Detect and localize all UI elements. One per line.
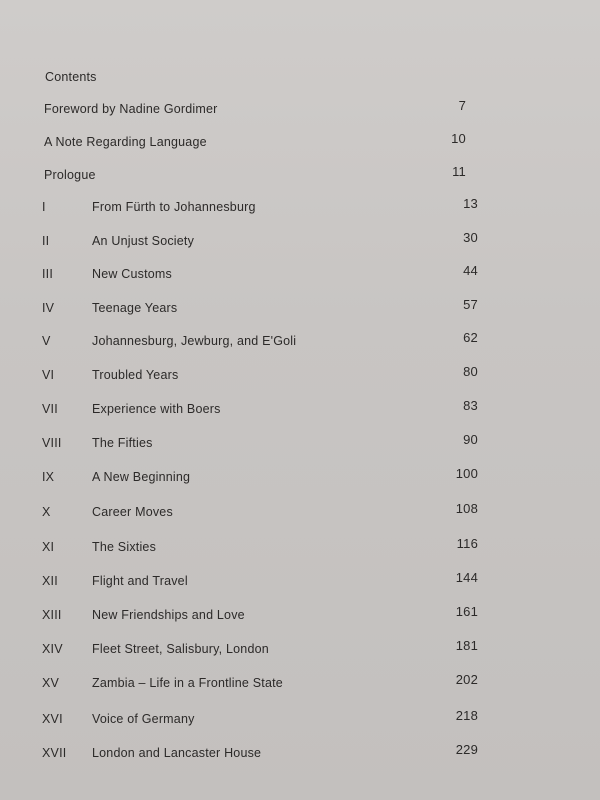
- chapter-page-number: 80: [463, 364, 478, 379]
- toc-chapter-row: [42, 501, 482, 525]
- entry-page-number: 7: [458, 98, 466, 113]
- chapter-page-number: 116: [456, 536, 478, 551]
- chapter-number: VII: [42, 402, 58, 416]
- toc-chapter-row: [42, 742, 482, 766]
- chapter-number: VIII: [42, 436, 62, 450]
- toc-chapter-row: [42, 297, 482, 321]
- chapter-number: XIII: [42, 608, 62, 622]
- chapter-page-number: 30: [463, 230, 478, 245]
- toc-chapter-row: [42, 263, 482, 287]
- toc-entry-note-language: [44, 131, 480, 155]
- chapter-page-number: 57: [463, 297, 478, 312]
- chapter-page-number: 144: [455, 570, 478, 585]
- chapter-page-number: 83: [463, 398, 478, 413]
- chapter-title: An Unjust Society: [92, 234, 195, 248]
- entry-page-number: 11: [452, 164, 466, 179]
- toc-chapter-row: [42, 638, 482, 662]
- chapter-number: XV: [42, 676, 60, 690]
- entry-title: A Note Regarding Language: [44, 135, 207, 149]
- toc-chapter-row: [42, 230, 482, 254]
- chapter-page-number: 100: [455, 466, 478, 481]
- toc-chapter-row: [42, 398, 482, 422]
- toc-chapter-row: [42, 708, 482, 732]
- toc-chapter-row: [42, 196, 482, 220]
- chapter-title: Troubled Years: [92, 368, 179, 382]
- chapter-title: Experience with Boers: [92, 402, 221, 416]
- toc-chapter-row: [42, 364, 482, 388]
- chapter-number: XI: [42, 540, 55, 554]
- entry-title: Prologue: [44, 168, 96, 182]
- toc-chapter-row: [42, 672, 482, 696]
- chapter-title: The Sixties: [92, 540, 157, 554]
- toc-chapter-row: [42, 604, 482, 628]
- chapter-number: XVII: [42, 746, 67, 760]
- chapter-page-number: 229: [455, 742, 478, 757]
- chapter-title: A New Beginning: [92, 470, 191, 484]
- chapter-number: IX: [42, 470, 55, 484]
- chapter-number: XIV: [42, 642, 63, 656]
- chapter-title: Teenage Years: [92, 301, 178, 315]
- toc-chapter-row: [42, 570, 482, 594]
- chapter-title: Flight and Travel: [92, 574, 188, 588]
- toc-entry-prologue: [44, 164, 480, 188]
- chapter-number: VI: [42, 368, 55, 382]
- chapter-number: V: [42, 334, 51, 348]
- chapter-title: London and Lancaster House: [92, 746, 262, 760]
- chapter-page-number: 218: [455, 708, 478, 723]
- chapter-title: The Fifties: [92, 436, 153, 450]
- chapter-number: X: [42, 505, 51, 519]
- chapter-number: XII: [42, 574, 58, 588]
- chapter-page-number: 161: [455, 604, 478, 619]
- toc-entry-foreword: [44, 98, 480, 122]
- chapter-number: I: [42, 200, 46, 214]
- chapter-number: IV: [42, 301, 55, 315]
- toc-chapter-row: [42, 466, 482, 490]
- chapter-page-number: 13: [463, 196, 478, 211]
- chapter-title: Zambia – Life in a Frontline State: [92, 676, 283, 690]
- chapter-title: From Fürth to Johannesburg: [92, 200, 256, 214]
- chapter-number: II: [42, 234, 50, 248]
- contents-heading: Contents: [45, 70, 97, 84]
- chapter-number: XVI: [42, 712, 63, 726]
- chapter-page-number: 181: [455, 638, 478, 653]
- toc-chapter-row: [42, 330, 482, 354]
- chapter-page-number: 44: [463, 263, 478, 278]
- toc-chapter-row: [42, 536, 482, 560]
- chapter-page-number: 90: [463, 432, 478, 447]
- chapter-page-number: 202: [455, 672, 478, 687]
- chapter-page-number: 108: [455, 501, 478, 516]
- chapter-title: Career Moves: [92, 505, 173, 519]
- chapter-title: New Customs: [92, 267, 172, 281]
- chapter-title: Johannesburg, Jewburg, and E'Goli: [92, 334, 297, 348]
- chapter-title: New Friendships and Love: [92, 608, 245, 622]
- chapter-page-number: 62: [463, 330, 478, 345]
- toc-chapter-row: [42, 432, 482, 456]
- entry-page-number: 10: [451, 131, 466, 146]
- chapter-title: Fleet Street, Salisbury, London: [92, 642, 269, 656]
- chapter-title: Voice of Germany: [92, 712, 195, 726]
- chapter-number: III: [42, 267, 54, 281]
- entry-title: Foreword by Nadine Gordimer: [44, 102, 218, 116]
